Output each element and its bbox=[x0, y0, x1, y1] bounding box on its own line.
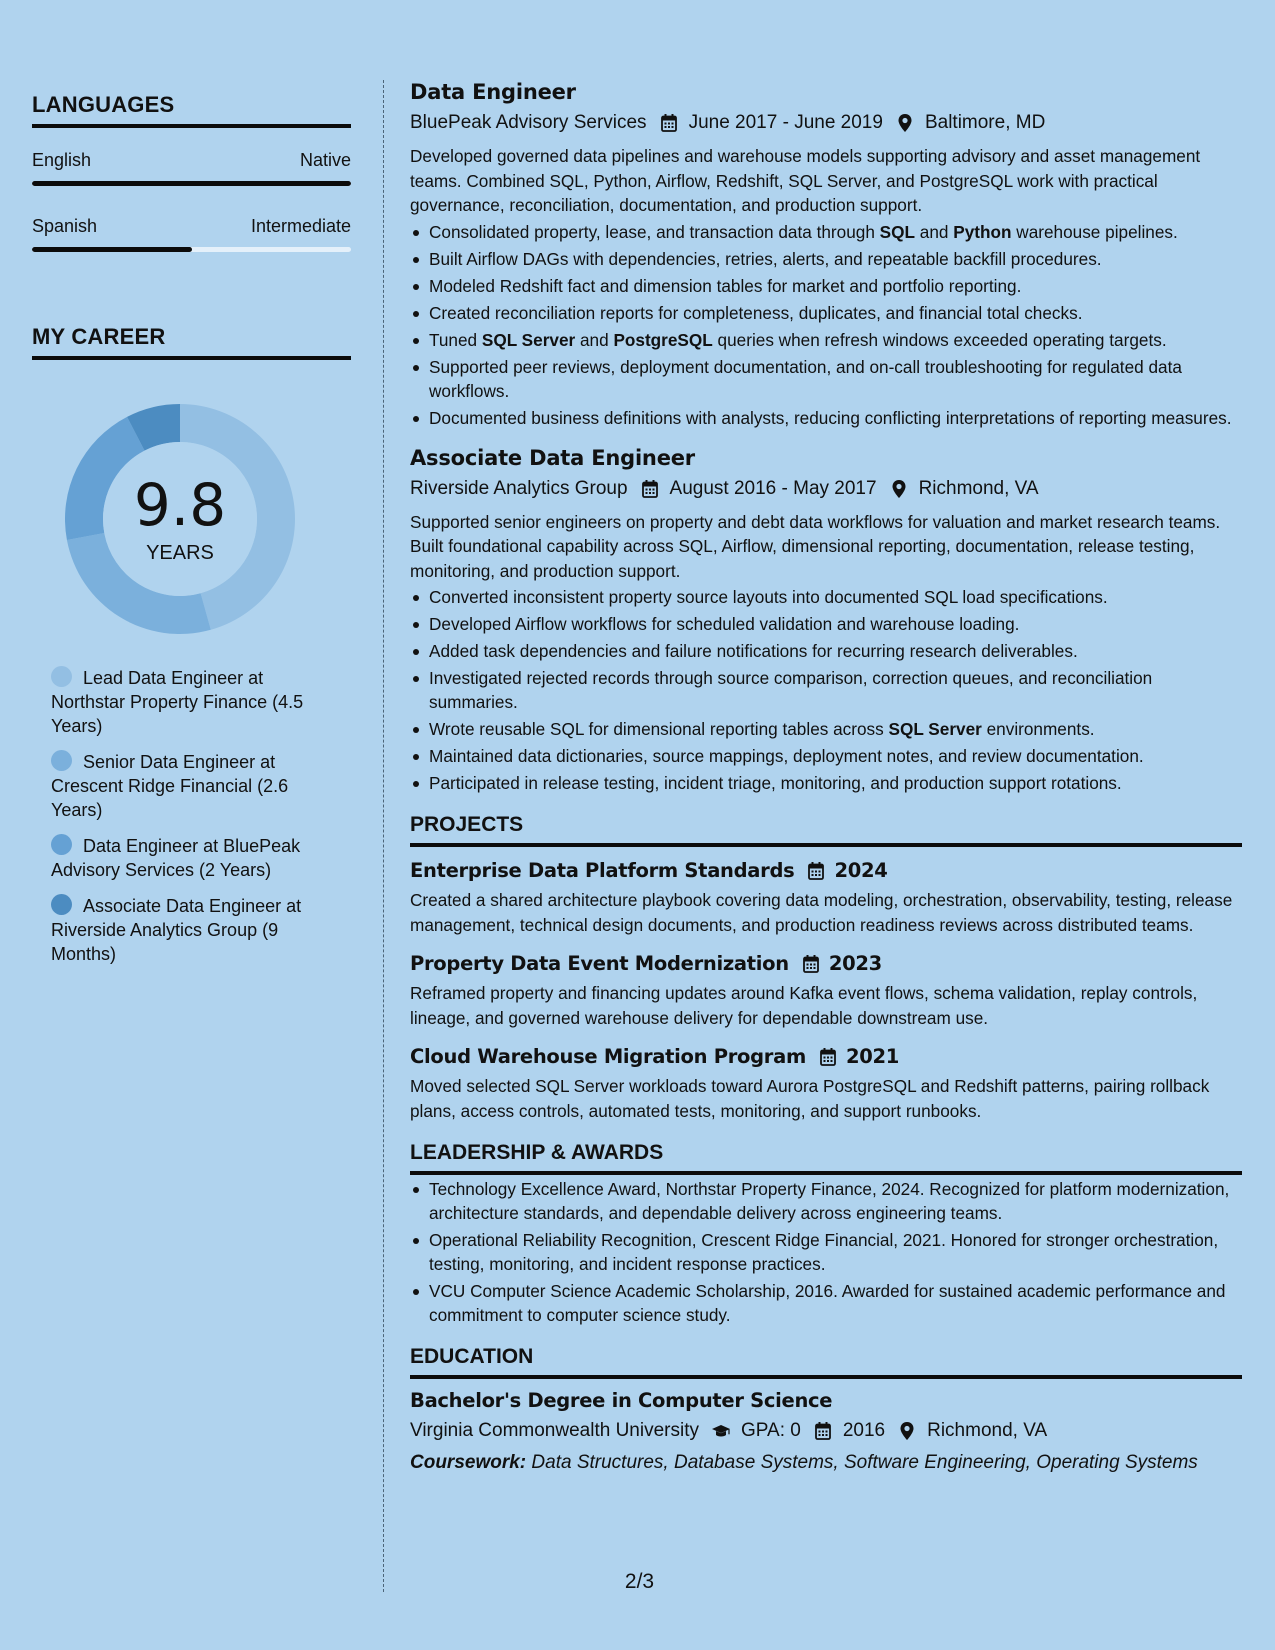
job-title: Data Engineer bbox=[410, 80, 576, 104]
job-title: Associate Data Engineer bbox=[410, 445, 695, 470]
language-proficiency-bar bbox=[32, 247, 351, 252]
projects-list bbox=[410, 858, 1242, 1123]
column-divider bbox=[383, 80, 384, 1592]
bold-keyword: SQL Server bbox=[888, 719, 982, 739]
degree-title: Bachelor's Degree in Computer Science bbox=[410, 1389, 833, 1412]
project-title-row bbox=[410, 951, 1242, 977]
experience-entry bbox=[410, 78, 1242, 430]
job-bullet: Participated in release testing, incident triage, monitoring, and production support rotations. bbox=[410, 771, 1242, 795]
bold-keyword: SQL bbox=[879, 221, 916, 242]
calendar-icon bbox=[806, 861, 826, 881]
job-bullet: Built Airflow DAGs with dependencies, retries, alerts, and repeatable backfill procedures. bbox=[410, 247, 1242, 271]
career-total-unit: YEARS bbox=[146, 542, 214, 564]
project-entry bbox=[410, 1044, 1242, 1123]
legend-swatch bbox=[51, 894, 72, 915]
job-meta bbox=[410, 109, 1242, 137]
map-pin-icon bbox=[897, 1421, 917, 1441]
calendar-icon bbox=[659, 113, 679, 133]
calendar-icon bbox=[801, 954, 821, 974]
language-row bbox=[32, 150, 351, 171]
awards-list bbox=[410, 1177, 1242, 1327]
job-bullet: Modeled Redshift fact and dimension tables for market and portfolio reporting. bbox=[410, 274, 1242, 298]
language-proficiency-fill bbox=[32, 247, 192, 252]
bold-keyword: Python bbox=[953, 221, 1012, 242]
page-number bbox=[0, 1570, 1275, 1594]
job-bullet: Consolidated property, lease, and transaction data through SQL and Python warehouse pipelines. bbox=[410, 220, 1242, 244]
education-meta bbox=[410, 1417, 1242, 1445]
job-bullet: Documented business definitions with analysts, reducing conflicting interpretations of reporting measures. bbox=[410, 406, 1242, 430]
main-content bbox=[410, 78, 1242, 1477]
legend-label: Data Engineer at BluePeak Advisory Services (2 Years) bbox=[51, 836, 301, 880]
job-bullet: Converted inconsistent property source layouts into documented SQL load specifications. bbox=[410, 585, 1242, 609]
projects-heading: PROJECTS bbox=[410, 812, 1242, 847]
awards-heading: LEADERSHIP & AWARDS bbox=[410, 1140, 1242, 1175]
bold-keyword: SQL Server bbox=[481, 329, 576, 350]
languages-list bbox=[32, 150, 351, 252]
project-title-row bbox=[410, 858, 1242, 884]
bold-keyword: PostgreSQL bbox=[613, 329, 713, 350]
coursework-label: Coursework: bbox=[410, 1452, 527, 1473]
project-title-row bbox=[410, 1044, 1242, 1070]
project-title: Property Data Event Modernization bbox=[410, 952, 789, 975]
language-item bbox=[32, 216, 351, 252]
languages-heading: LANGUAGES bbox=[32, 92, 351, 128]
job-dates: August 2016 - May 2017 bbox=[669, 477, 877, 499]
map-pin-icon bbox=[889, 479, 909, 499]
job-bullet: Wrote reusable SQL for dimensional reporting tables across SQL Server environments. bbox=[410, 717, 1242, 741]
career-total-years: 9.8 bbox=[133, 471, 227, 539]
job-summary: Developed governed data pipelines and warehouse models supporting advisory and asset management teams. Combined SQL, Python, Airflow, Redshift, SQL Server, and PostgreSQL work with practical governance, reconciliation, documentation, and production support. bbox=[410, 146, 1201, 215]
project-year: 2024 bbox=[834, 859, 888, 882]
job-bullet: Developed Airflow workflows for scheduled validation and warehouse loading. bbox=[410, 612, 1242, 636]
language-item bbox=[32, 150, 351, 186]
language-row bbox=[32, 216, 351, 237]
language-name: Spanish bbox=[32, 216, 98, 236]
legend-swatch bbox=[51, 750, 72, 771]
job-bullet: Added task dependencies and failure notifications for recurring research deliverables. bbox=[410, 639, 1242, 663]
legend-label: Associate Data Engineer at Riverside Analytics Group (9 Months) bbox=[51, 896, 302, 964]
job-location: Baltimore, MD bbox=[924, 112, 1046, 133]
experience-list bbox=[410, 78, 1242, 795]
project-year: 2021 bbox=[845, 1045, 900, 1068]
job-bullet: Supported peer reviews, deployment documentation, and on-call troubleshooting for regulated data workflows. bbox=[410, 355, 1242, 403]
project-year: 2023 bbox=[828, 952, 882, 975]
donut-center bbox=[65, 471, 295, 565]
job-bullet: Investigated rejected records through source comparison, correction queues, and reconciliation summaries. bbox=[410, 666, 1242, 714]
graduation-cap-icon bbox=[711, 1421, 731, 1441]
coursework-list: Data Structures, Database Systems, Software Engineering, Operating Systems bbox=[531, 1452, 1198, 1473]
career-legend-item bbox=[51, 834, 331, 882]
project-entry bbox=[410, 858, 1242, 937]
sidebar bbox=[32, 92, 351, 978]
project-title: Enterprise Data Platform Standards bbox=[410, 859, 795, 882]
calendar-icon bbox=[818, 1047, 838, 1067]
job-meta bbox=[410, 475, 1242, 503]
career-heading: MY CAREER bbox=[32, 324, 351, 360]
job-bullet: Maintained data dictionaries, source mappings, deployment notes, and review documentation. bbox=[410, 744, 1242, 768]
language-proficiency-bar bbox=[32, 181, 351, 186]
company-name: BluePeak Advisory Services bbox=[410, 112, 647, 133]
language-level: Native bbox=[299, 150, 351, 170]
language-name: English bbox=[32, 150, 92, 170]
experience-entry bbox=[410, 444, 1242, 796]
language-level: Intermediate bbox=[250, 216, 351, 236]
award-item: Technology Excellence Award, Northstar Property Finance, 2024. Recognized for platform modernization, architecture standards, and dependable delivery across engineering teams. bbox=[410, 1177, 1242, 1225]
job-summary: Supported senior engineers on property and debt data workflows for valuation and market research teams. Built foundational capability across SQL, Airflow, dimensional reporting, documentation, release testing, monitoring, and production support. bbox=[410, 511, 1221, 581]
map-pin-icon bbox=[895, 113, 915, 133]
award-item: VCU Computer Science Academic Scholarship, 2016. Awarded for sustained academic performance and commitment to computer science study. bbox=[410, 1279, 1242, 1327]
school-name: Virginia Commonwealth University bbox=[410, 1420, 699, 1441]
legend-swatch bbox=[51, 834, 72, 855]
education-location: Richmond, VA bbox=[927, 1420, 1048, 1441]
job-dates: June 2017 - June 2019 bbox=[688, 112, 883, 133]
company-name: Riverside Analytics Group bbox=[410, 477, 628, 499]
job-location: Richmond, VA bbox=[918, 477, 1039, 499]
project-description: Reframed property and financing updates around Kafka event flows, schema validation, replay controls, lineage, and governed warehouse delivery for dependable downstream use. bbox=[410, 983, 1198, 1028]
coursework bbox=[410, 1449, 1242, 1477]
job-bullet: Tuned SQL Server and PostgreSQL queries when refresh windows exceeded operating targets. bbox=[410, 328, 1242, 352]
career-legend-item bbox=[51, 894, 331, 966]
project-description: Moved selected SQL Server workloads toward Aurora PostgreSQL and Redshift patterns, pairing rollback plans, access controls, automated tests, monitoring, and support runbooks. bbox=[410, 1076, 1210, 1121]
project-entry bbox=[410, 951, 1242, 1030]
legend-label: Senior Data Engineer at Crescent Ridge Financial (2.6 Years) bbox=[51, 752, 289, 820]
career-legend-item bbox=[51, 666, 331, 738]
legend-label: Lead Data Engineer at Northstar Property Finance (4.5 Years) bbox=[51, 668, 304, 736]
calendar-icon bbox=[640, 479, 660, 499]
page-number-text: 2/3 bbox=[624, 1570, 655, 1593]
job-bullet: Created reconciliation reports for completeness, duplicates, and financial total checks. bbox=[410, 301, 1242, 325]
career-legend bbox=[51, 666, 331, 966]
job-bullets bbox=[410, 220, 1242, 430]
education-heading: EDUCATION bbox=[410, 1344, 1242, 1379]
job-bullets bbox=[410, 585, 1242, 795]
career-legend-item bbox=[51, 750, 331, 822]
language-proficiency-fill bbox=[32, 181, 351, 186]
project-description: Created a shared architecture playbook covering data modeling, orchestration, observability, testing, release management, technical design documents, and production readiness reviews across distributed teams. bbox=[410, 890, 1233, 935]
graduation-year: 2016 bbox=[842, 1420, 886, 1441]
gpa: GPA: 0 bbox=[740, 1420, 801, 1441]
career-donut-chart bbox=[65, 404, 295, 634]
project-title: Cloud Warehouse Migration Program bbox=[410, 1045, 806, 1068]
legend-swatch bbox=[51, 666, 72, 687]
award-item: Operational Reliability Recognition, Crescent Ridge Financial, 2021. Honored for stronger orchestration, testing, monitoring, and incident response practices. bbox=[410, 1228, 1242, 1276]
calendar-icon bbox=[813, 1421, 833, 1441]
